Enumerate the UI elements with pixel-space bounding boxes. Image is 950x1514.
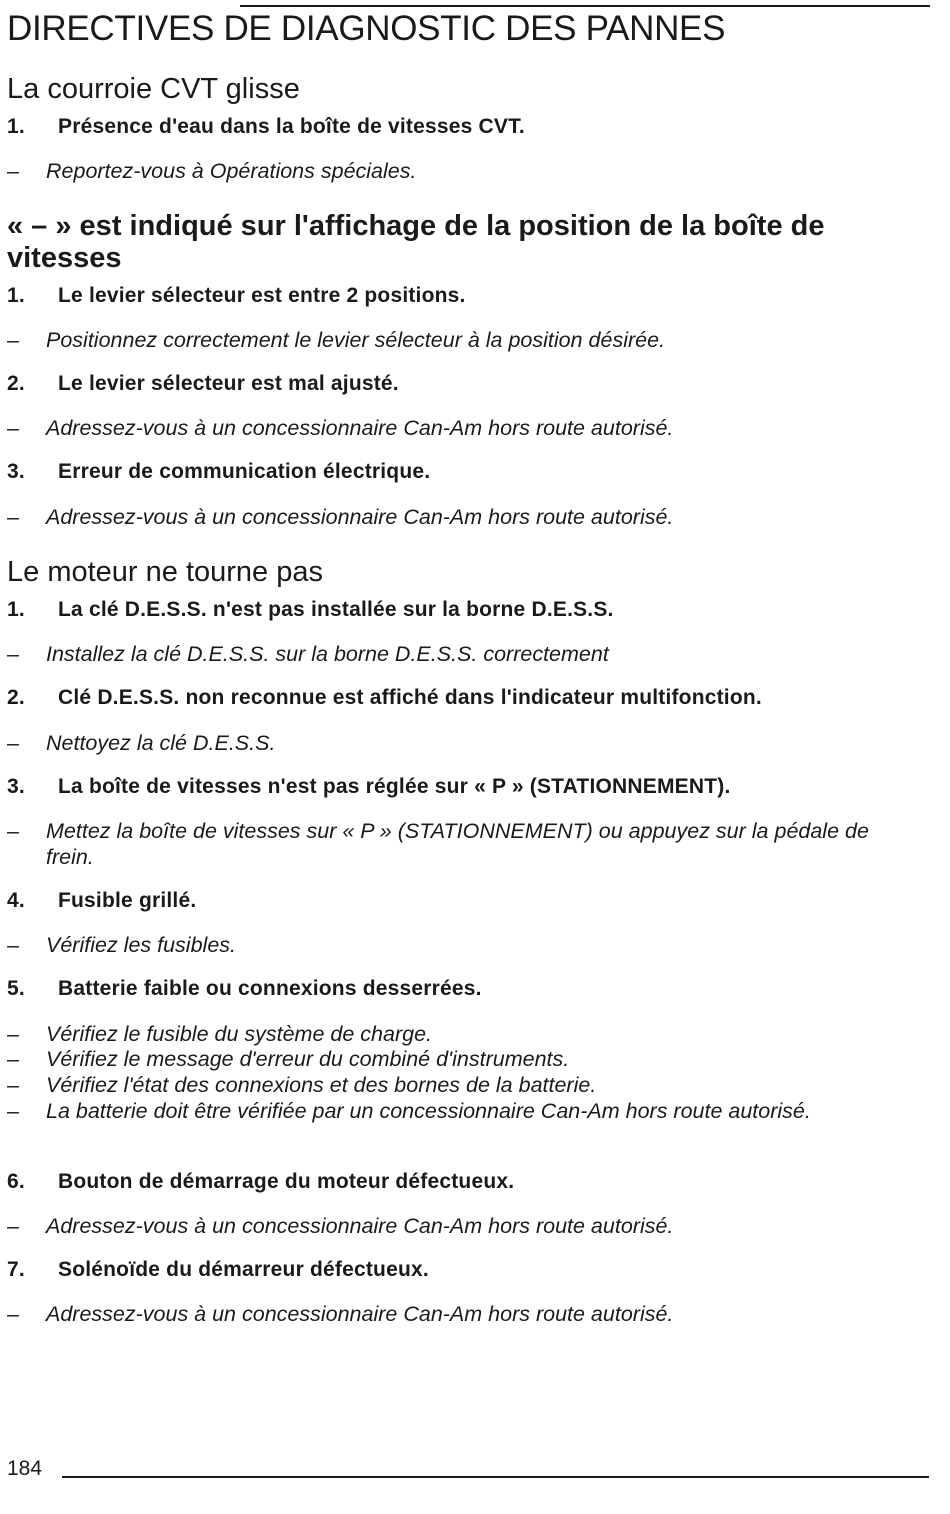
remedy-item: – Vérifiez le message d'erreur du combiné d'instruments.: [7, 1047, 570, 1071]
cause-item: 6. Bouton de démarrage du moteur défectueux.: [7, 1170, 515, 1193]
footer-rule: [62, 1476, 929, 1478]
remedy-item: – Nettoyez la clé D.E.S.S.: [7, 731, 276, 755]
cause-item: 5. Batterie faible ou connexions desserrées.: [7, 977, 482, 1000]
remedy-item: – Adressez-vous à un concessionnaire Can-Am hors route autorisé.: [7, 505, 674, 529]
remedy-item: – Mettez la boîte de vitesses sur « P » (STATIONNEMENT) ou appuyez sur la pédale de frein.: [7, 819, 869, 869]
cause-item: 7. Solénoïde du démarreur défectueux.: [7, 1258, 429, 1281]
remedy-item: – Adressez-vous à un concessionnaire Can-Am hors route autorisé.: [7, 416, 674, 440]
page-title: DIRECTIVES DE DIAGNOSTIC DES PANNES: [7, 9, 726, 48]
cause-item: 2. Le levier sélecteur est mal ajusté.: [7, 372, 399, 395]
cause-item: 3. La boîte de vitesses n'est pas réglée sur « P » (STATIONNEMENT).: [7, 775, 731, 798]
page-number: 184: [7, 1457, 43, 1480]
remedy-item: – Vérifiez les fusibles.: [7, 933, 236, 957]
remedy-item: – La batterie doit être vérifiée par un concessionnaire Can-Am hors route autorisé.: [7, 1099, 811, 1123]
section-title-gear-display: « – » est indiqué sur l'affichage de la position de la boîte de vitesses: [7, 210, 825, 274]
header-rule: [240, 5, 930, 7]
cause-item: 1. La clé D.E.S.S. n'est pas installée sur la borne D.E.S.S.: [7, 598, 614, 621]
remedy-item: – Installez la clé D.E.S.S. sur la borne D.E.S.S. correctement: [7, 642, 609, 666]
remedy-item: – Vérifiez l'état des connexions et des bornes de la batterie.: [7, 1073, 597, 1097]
remedy-item: – Positionnez correctement le levier sélecteur à la position désirée.: [7, 328, 666, 352]
section-title-cvt: La courroie CVT glisse: [7, 73, 300, 105]
cause-item: 3. Erreur de communication électrique.: [7, 460, 431, 483]
remedy-item: – Vérifiez le fusible du système de charge.: [7, 1022, 433, 1046]
cause-item: 4. Fusible grillé.: [7, 889, 197, 912]
cause-item: 1. Présence d'eau dans la boîte de vitesses CVT.: [7, 115, 525, 138]
remedy-item: – Adressez-vous à un concessionnaire Can-Am hors route autorisé.: [7, 1214, 674, 1238]
cause-item: 2. Clé D.E.S.S. non reconnue est affiché dans l'indicateur multifonction.: [7, 686, 762, 709]
remedy-item: – Adressez-vous à un concessionnaire Can-Am hors route autorisé.: [7, 1302, 674, 1326]
section-title-engine: Le moteur ne tourne pas: [7, 556, 323, 588]
remedy-item: – Reportez-vous à Opérations spéciales.: [7, 159, 417, 183]
cause-item: 1. Le levier sélecteur est entre 2 positions.: [7, 284, 466, 307]
